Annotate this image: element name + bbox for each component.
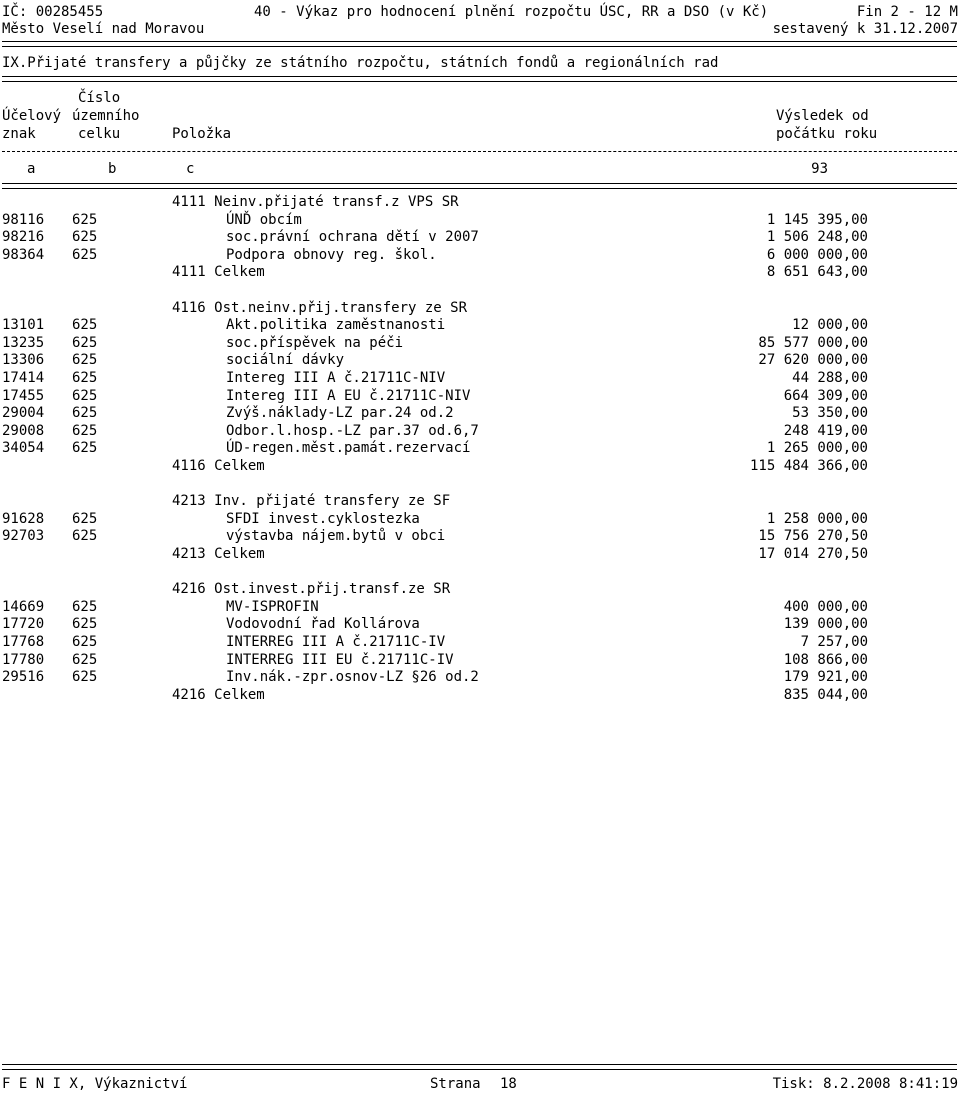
row-polozka-text: INTERREG III A č.21711C-IV (226, 634, 446, 650)
row-celek: 625 (72, 334, 98, 351)
row-amount: 1 145 395,00 (766, 211, 868, 228)
row-znak: 29516 (2, 669, 45, 686)
column-code-c: c (186, 161, 195, 177)
row-celek: 625 (72, 651, 98, 668)
column-uzemniho: územního (72, 108, 140, 124)
row-polozka-text: Vodovodní řad Kollárova (226, 616, 420, 633)
row-znak: 17768 (2, 634, 45, 650)
row-polozka-text: Akt.politika zaměstnanosti (226, 317, 446, 334)
row-celek: 625 (72, 352, 98, 369)
column-polozka: Položka (172, 126, 232, 142)
row-celek: 625 (72, 246, 98, 263)
row-polozka-text: Odbor.l.hosp.-LZ par.37 od.6,7 (226, 422, 479, 439)
row-celek: 625 (72, 598, 98, 615)
row-celek: 625 (72, 229, 98, 246)
row-polozka-text: ÚNĎ obcím (226, 211, 302, 228)
row-znak: 92703 (2, 528, 45, 545)
row-polozka-text: Podpora obnovy reg. škol. (226, 246, 437, 263)
row-amount: 400 000,00 (783, 598, 868, 615)
group-total-amount: 835 044,00 (783, 686, 868, 703)
row-polozka-text: Intereg III A EU č.21711C-NIV (226, 387, 471, 404)
group-total-label: 4216 Celkem (172, 686, 265, 703)
column-celku: celku (78, 126, 121, 142)
ic-number: IČ: 00285455 (2, 4, 104, 20)
row-amount: 139 000,00 (783, 616, 868, 633)
footer-page-number: 18 (500, 1076, 517, 1092)
row-celek: 625 (72, 317, 98, 334)
row-polozka-text: Intereg III A č.21711C-NIV (226, 370, 446, 386)
row-amount: 6 000 000,00 (766, 246, 868, 263)
column-znak: znak (2, 126, 36, 142)
row-amount: 1 265 000,00 (766, 440, 868, 457)
group-total-amount: 17 014 270,50 (758, 546, 868, 562)
row-celek: 625 (72, 616, 98, 633)
group-heading: 4116 Ost.neinv.přij.transfery ze SR (172, 299, 468, 316)
footer-page-label: Strana (430, 1076, 481, 1092)
row-celek: 625 (72, 528, 98, 545)
column-cislo: Číslo (78, 90, 121, 106)
row-polozka-text: INTERREG III EU č.21711C-IV (226, 651, 454, 668)
row-amount: 1 506 248,00 (766, 229, 868, 246)
group-heading: 4216 Ost.invest.přij.transf.ze SR (172, 581, 451, 598)
row-polozka-text: Zvýš.náklady-LZ par.24 od.2 (226, 405, 454, 422)
form-title: 40 - Výkaz pro hodnocení plnění rozpočtu ÚSC, RR a DSO (v Kč) (254, 4, 769, 20)
row-znak: 13235 (2, 334, 45, 351)
group-total-amount: 115 484 366,00 (749, 458, 868, 474)
row-znak: 13101 (2, 317, 45, 334)
group-heading: 4213 Inv. přijaté transfery ze SF (172, 493, 451, 510)
row-znak: 98116 (2, 211, 45, 228)
row-amount: 53 350,00 (792, 405, 868, 422)
row-polozka-text: ÚD-regen.měst.památ.rezervací (226, 440, 471, 457)
row-znak: 91628 (2, 510, 45, 527)
row-polozka-text: soc.právní ochrana dětí v 2007 (226, 229, 479, 246)
row-celek: 625 (72, 422, 98, 439)
row-celek: 625 (72, 634, 98, 650)
row-znak: 29008 (2, 422, 45, 439)
form-code: Fin 2 - 12 M (856, 4, 958, 20)
group-total-label: 4213 Celkem (172, 546, 265, 562)
column-pocatku: počátku roku (776, 126, 878, 142)
section-title: IX.Přijaté transfery a půjčky ze státního rozpočtu, státních fondů a regionálních rad (2, 55, 719, 71)
group-total-amount: 8 651 643,00 (766, 264, 868, 281)
row-amount: 12 000,00 (792, 317, 868, 334)
row-znak: 13306 (2, 352, 45, 369)
city-name: Město Veselí nad Moravou (2, 21, 205, 37)
row-amount: 15 756 270,50 (758, 528, 868, 545)
dashed-rule (2, 151, 957, 152)
column-vysledek: Výsledek od (776, 108, 869, 124)
row-polozka-text: soc.příspěvek na péči (226, 334, 404, 351)
row-polozka-text: sociální dávky (226, 352, 345, 369)
row-celek: 625 (72, 440, 98, 457)
row-celek: 625 (72, 669, 98, 686)
double-rule (2, 183, 957, 189)
row-znak: 17720 (2, 616, 45, 633)
double-rule (2, 1064, 957, 1070)
compiled-date: sestavený k 31.12.2007 (772, 21, 958, 37)
row-amount: 179 921,00 (783, 669, 868, 686)
footer-print-time: Tisk: 8.2.2008 8:41:19 (772, 1076, 958, 1092)
row-amount: 44 288,00 (792, 370, 868, 386)
row-amount: 27 620 000,00 (758, 352, 868, 369)
row-znak: 29004 (2, 405, 45, 422)
row-polozka-text: výstavba nájem.bytů v obci (226, 528, 446, 545)
row-znak: 34054 (2, 440, 45, 457)
row-celek: 625 (72, 211, 98, 228)
row-znak: 17455 (2, 387, 45, 404)
row-amount: 248 419,00 (783, 422, 868, 439)
row-znak: 14669 (2, 598, 45, 615)
column-code-a: a (27, 161, 36, 177)
row-celek: 625 (72, 510, 98, 527)
row-znak: 17414 (2, 370, 45, 386)
row-amount: 1 258 000,00 (766, 510, 868, 527)
column-code-93: 93 (811, 161, 828, 177)
double-rule (2, 76, 957, 82)
group-total-label: 4116 Celkem (172, 458, 265, 474)
column-ucelovy: Účelový (2, 108, 62, 124)
column-code-b: b (108, 161, 117, 177)
row-celek: 625 (72, 405, 98, 422)
row-celek: 625 (72, 387, 98, 404)
row-amount: 85 577 000,00 (758, 334, 868, 351)
row-amount: 664 309,00 (783, 387, 868, 404)
double-rule (2, 41, 957, 47)
row-znak: 98216 (2, 229, 45, 246)
row-amount: 108 866,00 (783, 651, 868, 668)
group-heading: 4111 Neinv.přijaté transf.z VPS SR (172, 194, 459, 210)
row-polozka-text: Inv.nák.-zpr.osnov-LZ §26 od.2 (226, 669, 479, 686)
group-total-label: 4111 Celkem (172, 264, 265, 281)
row-polozka-text: MV-ISPROFIN (226, 598, 319, 615)
row-znak: 98364 (2, 246, 45, 263)
footer-software: F E N I X, Výkaznictví (2, 1076, 188, 1092)
row-polozka-text: SFDI invest.cyklostezka (226, 510, 420, 527)
row-celek: 625 (72, 370, 98, 386)
row-znak: 17780 (2, 651, 45, 668)
row-amount: 7 257,00 (800, 634, 868, 650)
